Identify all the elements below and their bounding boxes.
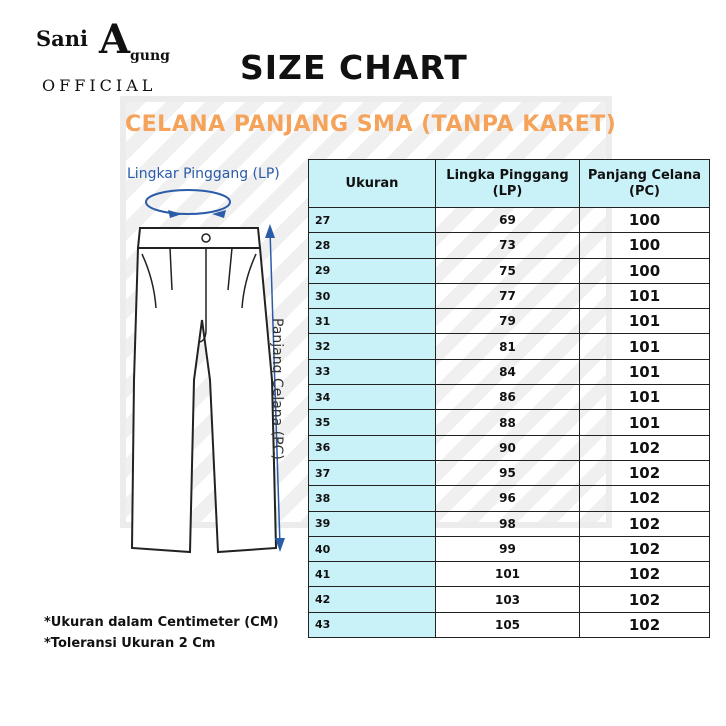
brand-name-part1: Sani [36,26,89,51]
length-cell: 102 [580,460,710,485]
brand-logo [36,16,176,100]
notes [44,612,279,654]
table-row [309,233,710,258]
length-cell: 102 [580,435,710,460]
note-tolerance: *Toleransi Ukuran 2 Cm [44,636,216,651]
product-subtitle: CELANA PANJANG SMA (TANPA KARET) [125,112,617,137]
size-cell: 32 [309,334,436,359]
waist-cell: 98 [436,511,580,536]
size-cell: 34 [309,385,436,410]
size-cell: 27 [309,208,436,233]
waist-cell: 101 [436,562,580,587]
header-length: Panjang Celana (PC) [580,160,710,208]
size-cell: 40 [309,536,436,561]
length-cell: 100 [580,258,710,283]
brand-tagline: OFFICIAL [42,76,157,95]
brand-name-part2: A [99,16,131,63]
waist-arrow-left-icon [168,210,182,218]
length-cell: 102 [580,587,710,612]
length-cell: 101 [580,334,710,359]
waist-measure-ellipse [146,190,230,214]
waist-cell: 69 [436,208,580,233]
size-cell: 29 [309,258,436,283]
table-header-row [309,160,710,208]
table-row [309,385,710,410]
size-cell: 41 [309,562,436,587]
size-cell: 43 [309,612,436,637]
table-row [309,536,710,561]
table-row [309,208,710,233]
length-arrow-top-icon [265,224,275,238]
waist-cell: 86 [436,385,580,410]
waist-cell: 103 [436,587,580,612]
table-row [309,258,710,283]
table-row [309,283,710,308]
length-cell: 101 [580,385,710,410]
page-title: SIZE CHART [240,48,468,87]
waist-cell: 84 [436,359,580,384]
size-cell: 35 [309,410,436,435]
size-cell: 39 [309,511,436,536]
length-cell: 101 [580,359,710,384]
waist-cell: 105 [436,612,580,637]
size-cell: 28 [309,233,436,258]
table-row [309,612,710,637]
length-cell: 101 [580,309,710,334]
waist-cell: 88 [436,410,580,435]
size-cell: 36 [309,435,436,460]
size-cell: 30 [309,283,436,308]
length-cell: 101 [580,283,710,308]
table-row [309,309,710,334]
length-cell: 102 [580,536,710,561]
waist-cell: 75 [436,258,580,283]
table-row [309,486,710,511]
note-unit: *Ukuran dalam Centimeter (CM) [44,615,279,630]
size-cell: 42 [309,587,436,612]
waist-cell: 77 [436,283,580,308]
waist-label: Lingkar Pinggang (LP) [127,166,280,182]
waist-cell: 73 [436,233,580,258]
length-cell: 102 [580,486,710,511]
length-cell: 102 [580,511,710,536]
table-row [309,460,710,485]
size-table [308,159,710,638]
table-row [309,511,710,536]
length-cell: 100 [580,233,710,258]
header-size: Ukuran [309,160,436,208]
waist-cell: 99 [436,536,580,561]
table-row [309,359,710,384]
table-row [309,334,710,359]
table-row [309,410,710,435]
table-row [309,435,710,460]
length-cell: 102 [580,562,710,587]
table-row [309,562,710,587]
size-cell: 33 [309,359,436,384]
waist-cell: 96 [436,486,580,511]
pants-button-icon [202,234,210,242]
pants-waistband [138,228,260,248]
length-label: Panjang Celana (PC) [269,318,285,460]
brand-name-part3: gung [130,48,170,64]
size-cell: 31 [309,309,436,334]
waist-cell: 90 [436,435,580,460]
length-cell: 102 [580,612,710,637]
size-cell: 38 [309,486,436,511]
length-cell: 100 [580,208,710,233]
waist-cell: 79 [436,309,580,334]
size-cell: 37 [309,460,436,485]
length-cell: 101 [580,410,710,435]
table-row [309,587,710,612]
header-waist: Lingka Pinggang (LP) [436,160,580,208]
waist-cell: 81 [436,334,580,359]
waist-cell: 95 [436,460,580,485]
